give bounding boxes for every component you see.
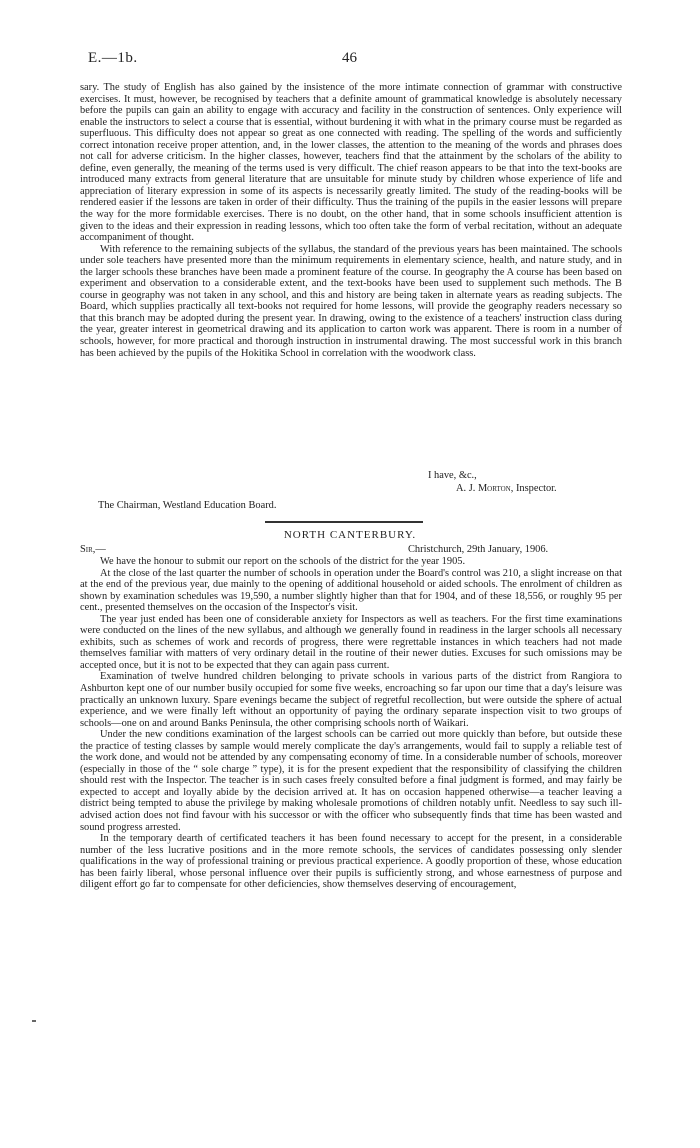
- section-divider: [265, 521, 423, 523]
- salutation: Sir,—: [80, 544, 106, 555]
- place-date: Christchurch, 29th January, 1906.: [408, 544, 549, 555]
- signature-title: , Inspector.: [510, 483, 557, 494]
- signature: [456, 483, 557, 494]
- paragraph: The year just ended has been one of considerable anxiety for Inspectors as well as teachers. For the first time examinations were conducted on the lines of the new syllabus, and although we generally found in readiness in the larger schools all necessary exhibits, such as schemes of work and records of progress, there were regrettable instances in which teachers had not made themselves familiar with matters of very ordinary detail in the routine of their newer duties. Excuses for such omissions may be accepted once, but it is not to be expected that they can again pass current.: [80, 613, 622, 671]
- page-number: 46: [342, 50, 357, 66]
- closing-line: I have, &c.,: [428, 470, 477, 481]
- report-reference: E.—1b.: [88, 50, 138, 66]
- margin-mark: [32, 1020, 36, 1022]
- section-title: NORTH CANTERBURY.: [283, 529, 417, 541]
- westland-report-body: [80, 82, 622, 359]
- paragraph: In the temporary dearth of certificated teachers it has been found necessary to accept for the present, in a considerable number of the less lucrative positions and in the more remote schools, the services of candidates possessing only slender qualifications in the way of professional training or previous practical experience. A goodly proportion of these, whose education has been fairly liberal, whose personal influence over their pupils is sufficiently strong, and whose earnestness of purpose and diligent effort go far to compensate for other deficiencies, show themselves deserving of encouragement,: [80, 833, 622, 891]
- paragraph: With reference to the remaining subjects of the syllabus, the standard of the previous years has been maintained. The schools under sole teachers have presented more than the minimum requirements in elementary science, health, and nature study, and in the larger schools these branches have been made a prominent feature of the course. In geography the A course has been based on experiment and observation to a considerable extent, and the text-books have been used to supplement such methods. The B course in geography was not taken in any school, and this and history are being taken in alternate years as reading subjects. The Board, which supplies practically all text-books not required for home lessons, will provide the geography readers necessary so that this branch may be adopted during the present year. In drawing, owing to the existence of a teachers' instruction class during the year, greater interest in geometrical drawing and its application to carton work was apparent. There is room in a number of schools, however, for more practical and thorough instruction in instrumental drawing. The most successful work in this branch has been achieved by the pupils of the Hokitika School in correlation with the woodwork class.: [80, 243, 622, 359]
- paragraph: Examination of twelve hundred children belonging to private schools in various parts of the district from Rangiora to Ashburton kept one of our number busily occupied for some five weeks, encroaching so far upon our time that a day's leisure was practically an unknown luxury. Spare evenings became the subject of regretful recollection, but were outside the sphere of actual experience, and we were finally left without an opportunity of paying the ordinary separate inspection visit to two groups of schools—one on and around Banks Peninsula, the other comprising schools north of Waikari.: [80, 671, 622, 729]
- signature-name: A. J. Morton: [456, 483, 511, 494]
- addressee: The Chairman, Westland Education Board.: [98, 500, 277, 511]
- paragraph: We have the honour to submit our report on the schools of the district for the year 1905.: [100, 556, 466, 567]
- paragraph: Under the new conditions examination of the largest schools can be carried out more quickly than before, but outside these the practice of testing classes by sample would merely complicate the day's arrangements, would fail to supply a reliable test of the work done, and would not be attended by any compensating economy of time. In a considerable number of schools, moreover (especially in those of the “ sole charge ” type), it is for the present expedient that the responsibility of classifying the children should rest with the Inspector. The teacher is in such cases freely consulted before a final judgment is formed, and may fairly be expected to accept and loyally abide by the decision arrived at. It has on occasion happened otherwise—a teacher leaving a district being tempted to abuse the privilege by making wholesale promotions of children notably unfit. Needless to say such ill-advised action does not find favour with his successor or with the officer who subsequently finds that time has been wasted and sound progress arrested.: [80, 729, 622, 833]
- north-canterbury-report-body: [80, 556, 622, 891]
- paragraph: At the close of the last quarter the number of schools in operation under the Board's control was 210, a slight increase on that at the end of the previous year, due mainly to the opening of additional household or aided schools. The enrolment of children as shown by examination schedules was 19,590, a number slightly higher than that for 1904, and of these 18,556, or roughly 95 per cent., presented themselves on the occasion of the Inspector's visit.: [80, 567, 622, 614]
- paragraph: sary. The study of English has also gained by the insistence of the more intimate connection of grammar with constructive exercises. It must, however, be recognised by teachers that a definite amount of grammatical knowledge is absolutely necessary before the pupils can gain an ability to engage with accuracy and facility in the construction of sentences. Only experience will enable the instructors to select a course that is essential, without burdening it with what in the primary course must be regarded as superfluous. This difficulty does not appear so great as one connected with reading. The spelling of the words and sufficiently correct intonation receive proper attention, and, in the lower classes, the attention to the meaning of the words and phrases does not call for adverse criticism. In the higher classes, however, teachers find that the attainment by the scholars of the ability to define, even generally, the meaning of the terms used is very difficult. The chief reason appears to be that into the text-books are introduced many extracts from general literature that are unsuitable for minute study by children whose experience of life and appreciation of literary expression in some of its aspects is necessarily greatly limited. The study of the reading-books will be rendered easier if the lessons are taken in order of their difficulty. Thus the training of the pupils in the easier lessons will prepare the way for the more formidable exercises. There is no doubt, on the other hand, that in some schools insufficient attention is given to the ideas and their expression in reading lessons, which too often take the form of verbal recitation, without an adequate accompaniment of thought.: [80, 82, 622, 244]
